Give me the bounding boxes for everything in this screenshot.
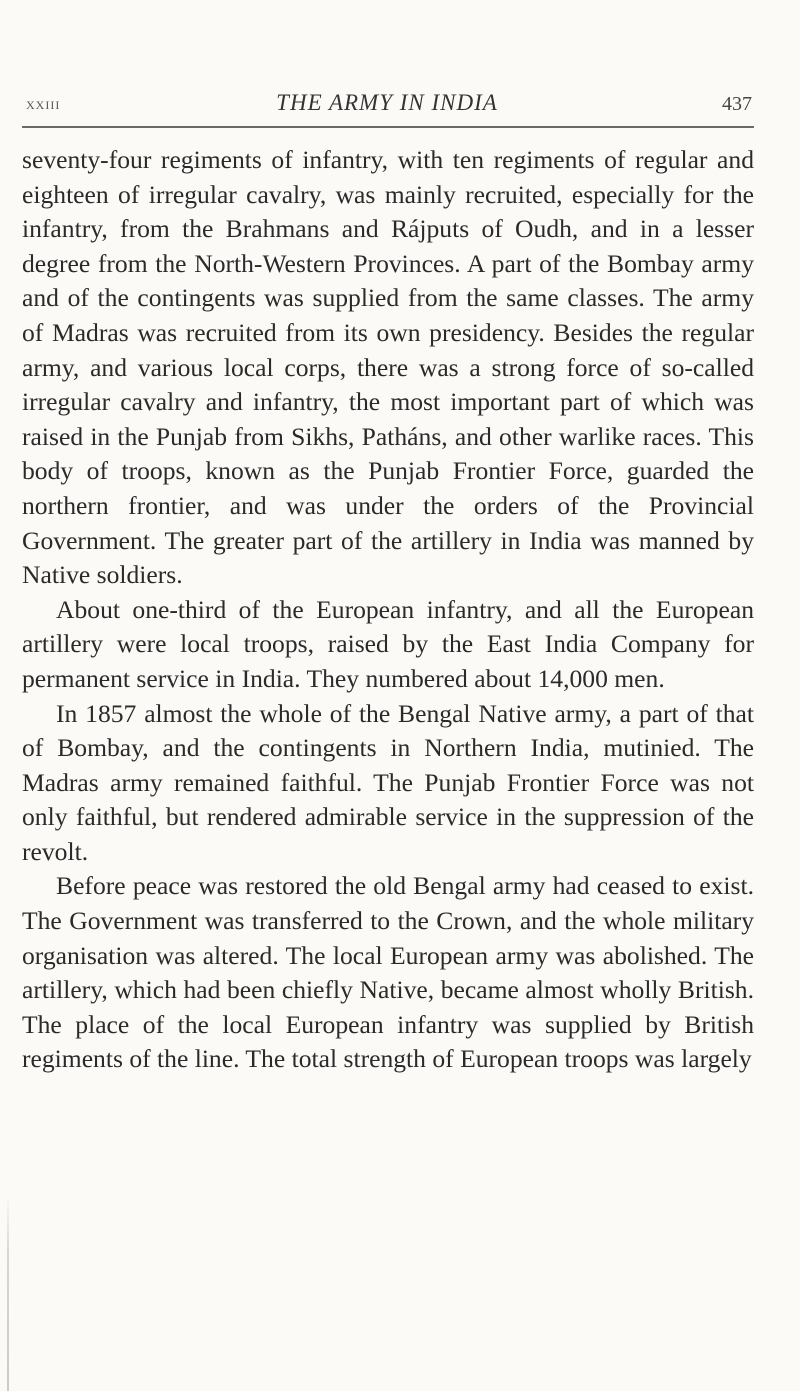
paragraph-4: Before peace was restored the old Bengal army had ceased to exist. The Government was transferred to the Crown, and the whole military organisation was altered. The local European army was abolished. The artillery, which had been chiefly Native, became almost wholly British. The place of the local European infantry was supplied by British regiments of the line. The total strength of European troops was largely [22, 871, 754, 1074]
paragraph-2: About one-third of the European infantry, and all the European artillery were local troops, raised by the East India Company for permanent service in India. They numbered about 14,000 men. [22, 594, 754, 693]
running-head [22, 80, 752, 120]
body-text [22, 143, 754, 1077]
page-number: 437 [722, 93, 752, 115]
page-edge-shadow [7, 1195, 9, 1391]
header-rule [22, 126, 754, 128]
chapter-number: XXIII [26, 98, 61, 112]
running-title: THE ARMY IN INDIA [276, 90, 498, 115]
paragraph-1: seventy-four regiments of infantry, with ten regiments of regular and eighteen of irregular cavalry, was mainly recruited, especially for the infantry, from the Brahmans and Rájputs of Oudh, and in a lesser degree from the North-Western Provinces. A part of the Bombay army and of the contingents was supplied from the same classes. The army of Madras was recruited from its own presidency. Besides the regular army, and various local corps, there was a strong force of so-called irregular cavalry and infantry, the most important part of which was raised in the Punjab from Sikhs, Patháns, and other warlike races. This body of troops, known as the Punjab Frontier Force, guarded the northern frontier, and was under the orders of the Provincial Government. The greater part of the artillery in India was manned by Native soldiers. [22, 145, 754, 590]
paragraph-3: In 1857 almost the whole of the Bengal Native army, a part of that of Bombay, and the contingents in Northern India, mutinied. The Madras army remained faithful. The Punjab Frontier Force was not only faithful, but rendered admirable service in the suppression of the revolt. [22, 698, 754, 866]
